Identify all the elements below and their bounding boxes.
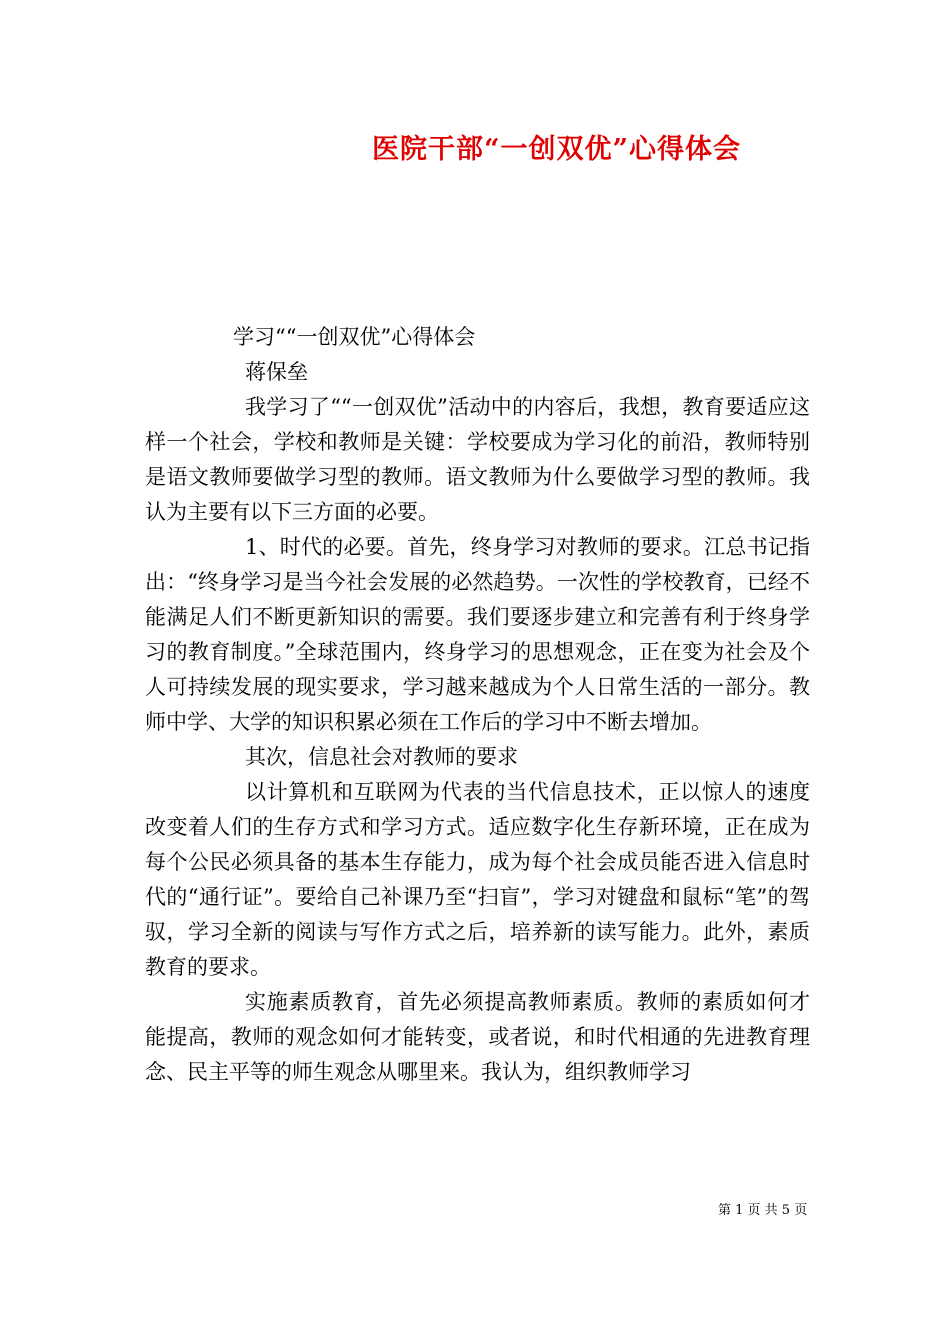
paragraph: 我学习了““一创双优”活动中的内容后，我想，教育要适应这样一个社会，学校和教师是关键：学校要成为学习化的前沿，教师特别是语文教师要做学习型的教师。语文教师为什么要做学习型的教师。我认为主要有以下三方面的必要。 [145,395,810,524]
paragraph: 1、时代的必要。首先，终身学习对教师的要求。江总书记指出：“终身学习是当今社会发展的必然趋势。一次性的学校教育，已经不能满足人们不断更新知识的需要。我们要逐步建立和完善有利于终身学习的教育制度。”全球范围内，终身学习的思想观念，正在变为社会及个人可持续发展的现实要求，学习越来越成为个人日常生活的一部分。教师中学、大学的知识积累必须在工作后的学习中不断去增加。 [145,535,810,734]
document-title: 医院干部“一创双优”心得体会 [372,134,742,165]
document-body [145,320,810,1090]
author: 蒋保垒 [245,360,308,384]
paragraph: 实施素质教育，首先必须提高教师素质。教师的素质如何才能提高，教师的观念如何才能转变，或者说，和时代相通的先进教育理念、民主平等的师生观念从哪里来。我认为，组织教师学习 [145,990,810,1084]
page-footer: 第 1 页 共 5 页 [718,1203,808,1218]
paragraph: 其次，信息社会对教师的要求 [245,745,518,769]
subtitle: 学习““一创双优”心得体会 [233,325,476,349]
paragraph: 以计算机和互联网为代表的当代信息技术，正以惊人的速度改变着人们的生存方式和学习方式。适应数字化生存新环境，正在成为每个公民必须具备的基本生存能力，成为每个社会成员能否进入信息时代的“通行证”。要给自己补课乃至“扫盲”，学习对键盘和鼠标“笔”的驾驭，学习全新的阅读与写作方式之后，培养新的读写能力。此外，素质教育的要求。 [145,780,810,979]
